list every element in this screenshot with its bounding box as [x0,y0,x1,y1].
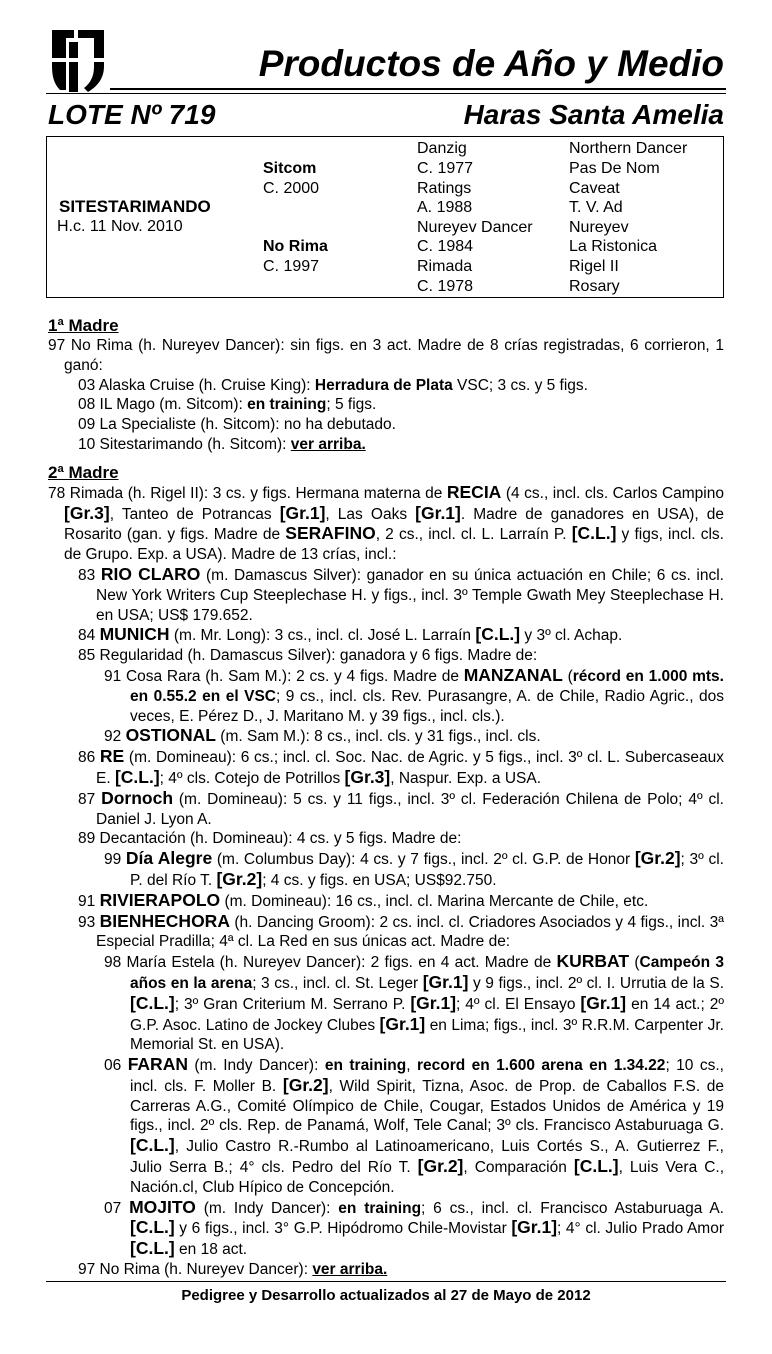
gen4-8: Rosary [569,278,620,295]
gen3-1: Danzig [417,140,467,157]
produce-entry: 92 OSTIONAL (m. Sam M.): 8 cs., incl. cls. y 31 figs., incl. cls. [104,725,541,746]
produce-entry: 99 Día Alegre (m. Columbus Day): 4 cs. y 7 figs., incl. 2º cl. G.P. de Honor [Gr.2]; 3º cl. P. del Río T. [Gr.2]; 4 cs. y figs. en USA; US$92.750. [104,848,724,889]
gen3-5: Nureyev Dancer [417,219,533,236]
gen3-6: C. 1984 [417,238,474,255]
produce-entry: 93 BIENHECHORA (h. Dancing Groom): 2 cs. incl. cl. Criadores Asociados y 4 figs., incl. 3ª Especial Pradilla; 4ª cl. La Red en sus únicas act. Madre de: [78,910,724,951]
gen3-7: Rimada [417,258,473,275]
gen3-3: Ratings [417,180,472,197]
gen3-8: C. 1978 [417,278,474,295]
breeder-name: Haras Santa Amelia [463,99,724,130]
gen4-5: Nureyev [569,219,629,236]
produce-entry: 91 Cosa Rara (h. Sam M.): 2 cs. y 4 figs. Madre de MANZANAL (récord en 1.000 mts. en 0.55.2 en el VSC; 9 cs., incl. cls. Rev. Purasangre, A. de Chile, Radio Agric., dos veces, E. Pérez D., J. Maritano M. y 39 figs., incl. cls.). [104,664,724,725]
produce-entry: 09 La Specialiste (h. Sitcom): no ha debutado. [78,416,396,434]
title-rule-thin [46,93,726,94]
gen4-1: Northern Dancer [569,140,688,157]
first-dam-intro: 97 No Rima (h. Nureyev Dancer): sin figs. en 3 act. Madre de 8 crías registradas, 6 corrieron, 1 ganó: [48,337,724,374]
section-title-1st-dam: 1ª Madre [48,316,119,335]
footer-note: Pedigree y Desarrollo actualizados al 27 de Mayo de 2012 [181,1287,591,1304]
title-rule [110,88,726,90]
gen4-2: Pas De Nom [569,160,660,177]
dam-name: No Rima [263,238,328,255]
produce-entry: 07 MOJITO (m. Indy Dancer): en training; 6 cs., incl. cl. Francisco Astaburuaga A. [C.L.] y 6 figs., incl. 3° G.P. Hipódromo Chile-Movistar [Gr.1]; 4° cl. Julio Prado Amor [C.L.] en 18 act. [104,1196,724,1259]
gen4-4: T. V. Ad [569,199,623,216]
produce-entry: 84 MUNICH (m. Mr. Long): 3 cs., incl. cl. José L. Larraín [C.L.] y 3º cl. Achap. [78,624,623,645]
produce-entry: 98 María Estela (h. Nureyev Dancer): 2 figs. en 4 act. Madre de KURBAT (Campeón 3 años en la arena; 3 cs., incl. cl. St. Leger [Gr.1] y 9 figs., incl. 2º cl. I. Urrutia de la S. [C.L.]; 3º Gran Criterium M. Serrano P. [Gr.1]; 4º cl. El Ensayo [Gr.1] en 14 act.; 2º G.P. Asoc. Latino de Jockey Clubes [Gr.1] en Lima; figs., incl. 3º R.R.M. Carpenter Jr. Memorial St. en USA). [104,951,725,1054]
gen3-4: A. 1988 [417,199,473,216]
lot-header [48,99,724,135]
produce-entry: 86 RE (m. Domineau): 6 cs.; incl. cl. Soc. Nac. de Agric. y 5 figs., incl. 3º cl. L. Subercaseaux E. [C.L.]; 4º cls. Cotejo de Potrillos [Gr.3], Naspur. Exp. a USA. [78,746,724,787]
page-title: Productos de Año y Medio [258,43,724,84]
section-title-2nd-dam: 2ª Madre [48,462,119,482]
dam-year: C. 1997 [263,258,320,275]
produce-entry: 85 Regularidad (h. Damascus Silver): ganadora y 6 figs. Madre de: [78,647,538,665]
haras-logo [48,28,108,94]
sire-name: Sitcom [263,160,317,177]
gen4-7: Rigel II [569,258,619,275]
gen3-2: C. 1977 [417,160,474,177]
produce-entry: 03 Alaska Cruise (h. Cruise King): Herradura de Plata VSC; 3 cs. y 5 figs. [78,376,588,394]
produce-entry: 87 Dornoch (m. Domineau): 5 cs. y 11 figs., incl. 3º cl. Federación Chilena de Polo; 4º cl. Daniel J. Lyon A. [78,787,724,828]
horse-info: H.c. 11 Nov. 2010 [57,218,183,235]
produce-entry: 89 Decantación (h. Domineau): 4 cs. y 5 figs. Madre de: [78,830,462,848]
produce-entry: 08 IL Mago (m. Sitcom): en training; 5 figs. [78,396,377,414]
gen4-6: La Ristonica [569,238,658,255]
second-dam-entry: 78 Rimada (h. Rigel II): 3 cs. y figs. Hermana materna de RECIA (4 cs., incl. cls. Carlos Campino [Gr.3], Tanteo de Potrancas [Gr.1], Las Oaks [Gr.1]. Madre de ganadores en USA), de Rosarito (gan. y figs. Madre de SERAFINO, 2 cs., incl. cl. L. Larraín P. [C.L.] y figs, incl. cls. de Grupo. Exp. a USA). Madre de 13 crías, incl.: [48,481,724,564]
produce-entry: 83 RIO CLARO (m. Damascus Silver): ganador en su única actuación en Chile; 6 cs. incl. New York Writers Cup Steeplechase H. y figs., incl. 3º Temple Gwath Mey Steeplechase H. en USA; US$ 179.652. [78,563,724,624]
footer-rule [46,1281,726,1282]
lot-number: LOTE Nº 719 [48,99,216,130]
produce-entry: 06 FARAN (m. Indy Dancer): en training, record en 1.600 arena en 1.34.22; 10 cs., incl. cls. F. Moller B. [Gr.2], Wild Spirit, Tizna, Asoc. de Prop. de Caballos F.S. de Carreras A.G., Comité Olímpico de Chile, Cougar, Estados Unidos de América y 19 figs., incl. 2º cls. Rep. de Panamá, Wolf, Tele Canal; 3º cls. Francisco Astaburuaga G. [C.L.], Julio Castro R.-Rumbo al Latinoamericano, Luis Cortés S., A. Gutierrez F., Julio Serra B.; 4° cls. Pedro del Río T. [Gr.2], Comparación [C.L.], Luis Vera C., Nación.cl, Club Hípico de Concepción. [104,1054,725,1196]
produce-entry: 10 Sitestarimando (h. Sitcom): ver arriba. [78,435,366,453]
sire-year: C. 2000 [263,180,320,197]
produce-entry: 97 No Rima (h. Nureyev Dancer): ver arriba. [78,1261,388,1279]
produce-entry: 91 RIVIERAPOLO (m. Domineau): 16 cs., incl. cl. Marina Mercante de Chile, etc. [78,889,649,910]
produce-record [48,310,724,1280]
pedigree-table [46,136,724,298]
gen4-3: Caveat [569,180,620,197]
horse-name: SITESTARIMANDO [59,197,211,216]
